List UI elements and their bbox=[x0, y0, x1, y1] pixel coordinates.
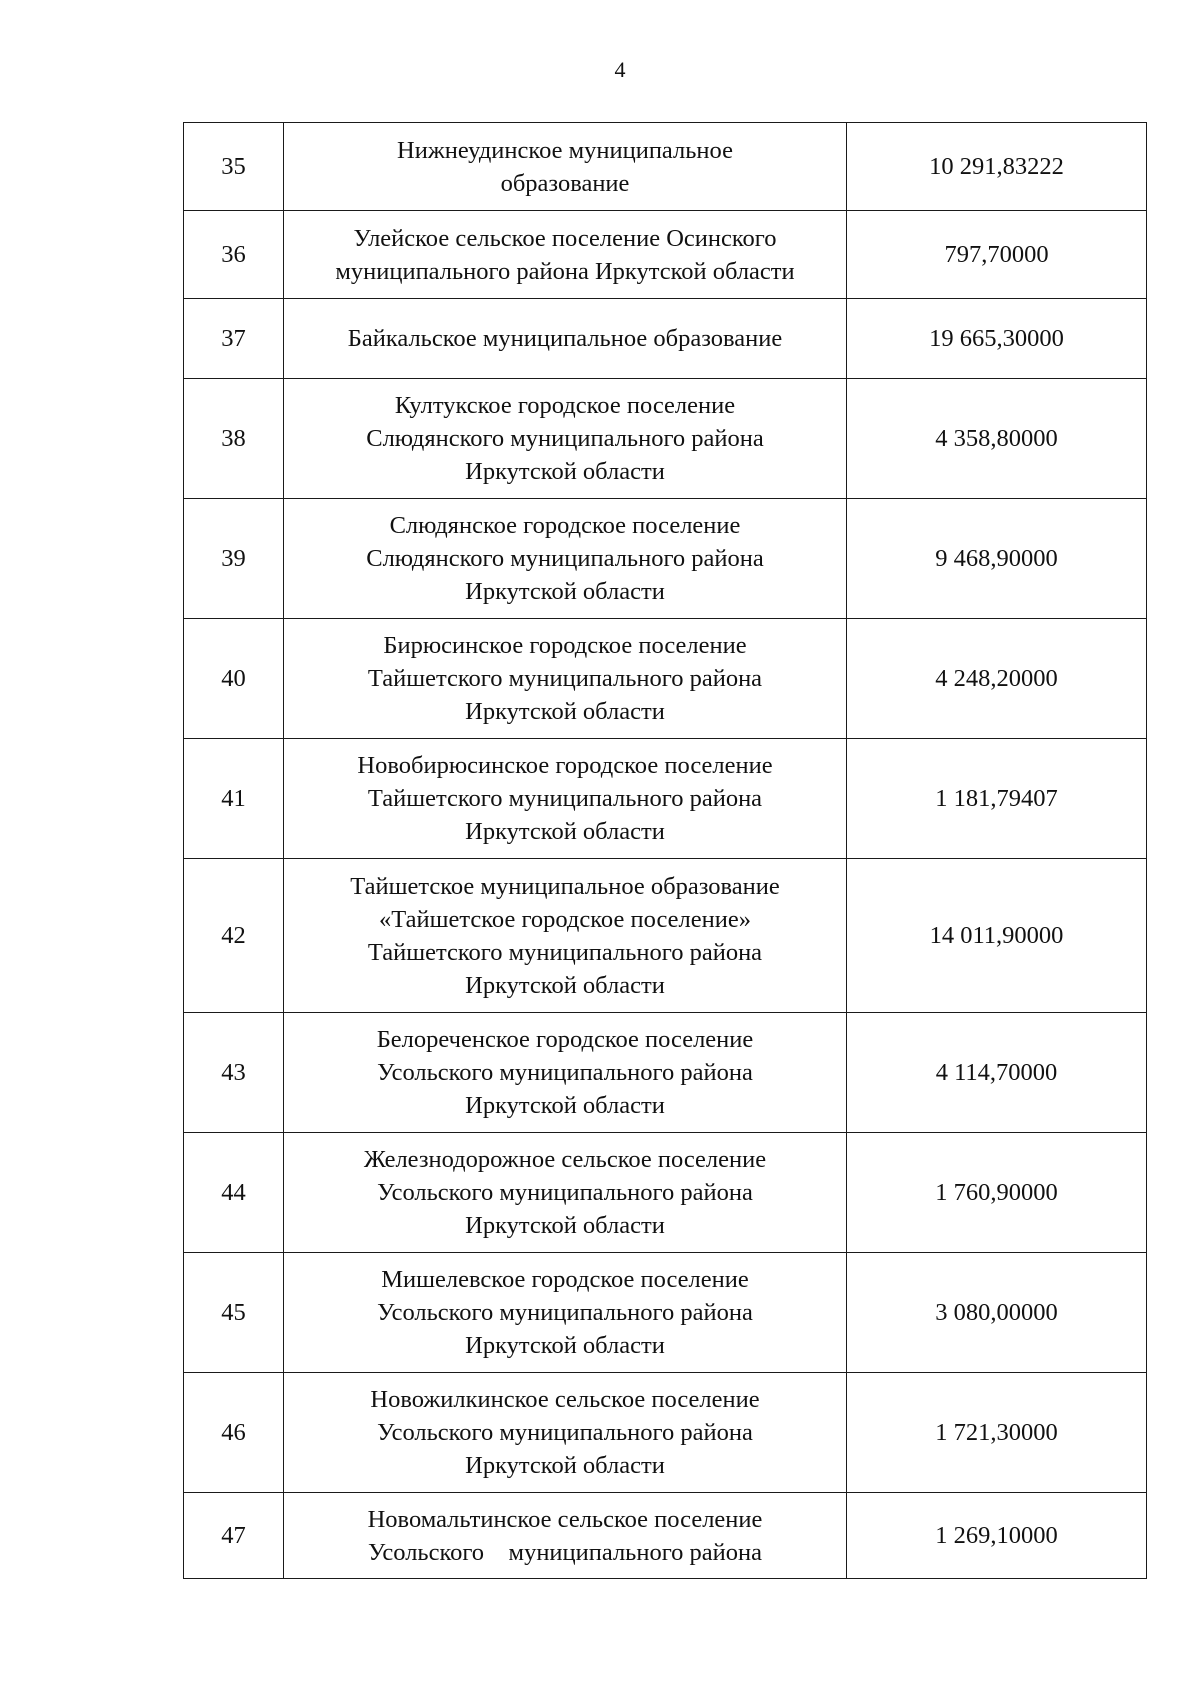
name-line: Тайшетского муниципального района bbox=[367, 938, 763, 966]
municipality-name bbox=[284, 1493, 847, 1579]
row-number: 38 bbox=[184, 379, 284, 499]
name-line: Тайшетского муниципального района bbox=[367, 665, 763, 692]
row-number: 36 bbox=[184, 211, 284, 299]
name-line: Усольского муниципального района bbox=[377, 1299, 753, 1326]
table-row bbox=[184, 211, 1147, 299]
amount-value: 9 468,90000 bbox=[847, 499, 1147, 619]
row-number: 41 bbox=[184, 739, 284, 859]
name-line: Култукское городское поселение bbox=[394, 392, 736, 419]
row-number: 37 bbox=[184, 299, 284, 379]
table-row bbox=[184, 499, 1147, 619]
name-line: Бирюсинское городское поселение bbox=[383, 632, 747, 659]
table-body bbox=[184, 123, 1147, 1579]
name-line: Усольского муниципального района bbox=[377, 1179, 753, 1206]
table-row bbox=[184, 1013, 1147, 1133]
municipality-name bbox=[284, 299, 847, 379]
municipality-name bbox=[284, 379, 847, 499]
name-line: Усольского муниципального района bbox=[367, 1538, 763, 1566]
name-line: Новобирюсинское городское поселение bbox=[357, 752, 773, 779]
municipality-name bbox=[284, 739, 847, 859]
amount-value: 14 011,90000 bbox=[847, 859, 1147, 1013]
name-line: Иркутской области bbox=[465, 1092, 665, 1119]
amount-value: 10 291,83222 bbox=[847, 123, 1147, 211]
name-line: образование bbox=[500, 169, 630, 197]
name-line: Иркутской области bbox=[465, 1332, 665, 1359]
row-number: 45 bbox=[184, 1253, 284, 1373]
amount-value: 1 721,30000 bbox=[847, 1373, 1147, 1493]
name-line: Иркутской области bbox=[465, 1212, 665, 1239]
municipality-name bbox=[284, 211, 847, 299]
amount-value: 3 080,00000 bbox=[847, 1253, 1147, 1373]
table-row bbox=[184, 1493, 1147, 1579]
amount-value: 1 269,10000 bbox=[847, 1493, 1147, 1579]
name-line: Иркутской области bbox=[465, 458, 665, 485]
row-number: 47 bbox=[184, 1493, 284, 1579]
name-line: Байкальское муниципальное образование bbox=[347, 325, 783, 352]
municipality-name bbox=[284, 1013, 847, 1133]
name-line: Тайшетское муниципальное образование bbox=[350, 872, 780, 900]
table-row bbox=[184, 1133, 1147, 1253]
name-line: Слюдянского муниципального района bbox=[366, 545, 764, 572]
municipality-name bbox=[284, 1133, 847, 1253]
name-line: «Тайшетское городское поселение» bbox=[379, 905, 751, 933]
name-line: Иркутской области bbox=[465, 578, 665, 605]
table-row bbox=[184, 859, 1147, 1013]
name-line: Тайшетского муниципального района bbox=[367, 785, 763, 812]
table-row bbox=[184, 739, 1147, 859]
municipality-name bbox=[284, 123, 847, 211]
row-number: 39 bbox=[184, 499, 284, 619]
amount-value: 4 114,70000 bbox=[847, 1013, 1147, 1133]
name-line: Белореченское городское поселение bbox=[376, 1026, 754, 1053]
name-line: Железнодорожное сельское поселение bbox=[363, 1146, 767, 1173]
name-line: Улейское сельское поселение Осинского bbox=[353, 224, 777, 252]
name-line: Иркутской области bbox=[465, 698, 665, 725]
name-line: Усольского муниципального района bbox=[377, 1419, 753, 1446]
name-line: Нижнеудинское муниципальное bbox=[397, 136, 733, 164]
name-line: Иркутской области bbox=[465, 818, 665, 845]
table-row bbox=[184, 619, 1147, 739]
table-row bbox=[184, 1373, 1147, 1493]
amount-value: 4 248,20000 bbox=[847, 619, 1147, 739]
municipality-name bbox=[284, 1253, 847, 1373]
table-row bbox=[184, 123, 1147, 211]
municipality-name bbox=[284, 859, 847, 1013]
table-row bbox=[184, 379, 1147, 499]
municipality-name bbox=[284, 499, 847, 619]
amount-value: 19 665,30000 bbox=[847, 299, 1147, 379]
name-line: Слюдянское городское поселение bbox=[389, 512, 741, 539]
municipality-name bbox=[284, 619, 847, 739]
name-line: Слюдянского муниципального района bbox=[366, 425, 764, 452]
row-number: 35 bbox=[184, 123, 284, 211]
row-number: 44 bbox=[184, 1133, 284, 1253]
row-number: 42 bbox=[184, 859, 284, 1013]
name-line: Новожилкинское сельское поселение bbox=[370, 1386, 760, 1413]
name-line: Иркутской области bbox=[465, 1452, 665, 1479]
row-number: 40 bbox=[184, 619, 284, 739]
name-line: муниципального района Иркутской области bbox=[335, 257, 795, 285]
name-line: Мишелевское городское поселение bbox=[381, 1266, 749, 1293]
name-line: Новомальтинское сельское поселение bbox=[367, 1505, 763, 1533]
amount-value: 1 181,79407 bbox=[847, 739, 1147, 859]
amount-value: 4 358,80000 bbox=[847, 379, 1147, 499]
row-number: 46 bbox=[184, 1373, 284, 1493]
name-line: Усольского муниципального района bbox=[377, 1059, 753, 1086]
name-line: Иркутской области bbox=[465, 971, 665, 999]
municipality-name bbox=[284, 1373, 847, 1493]
municipalities-table bbox=[183, 122, 1147, 1579]
row-number: 43 bbox=[184, 1013, 284, 1133]
table-row bbox=[184, 299, 1147, 379]
page-number: 4 bbox=[614, 57, 626, 82]
amount-value: 797,70000 bbox=[847, 211, 1147, 299]
table-row bbox=[184, 1253, 1147, 1373]
amount-value: 1 760,90000 bbox=[847, 1133, 1147, 1253]
